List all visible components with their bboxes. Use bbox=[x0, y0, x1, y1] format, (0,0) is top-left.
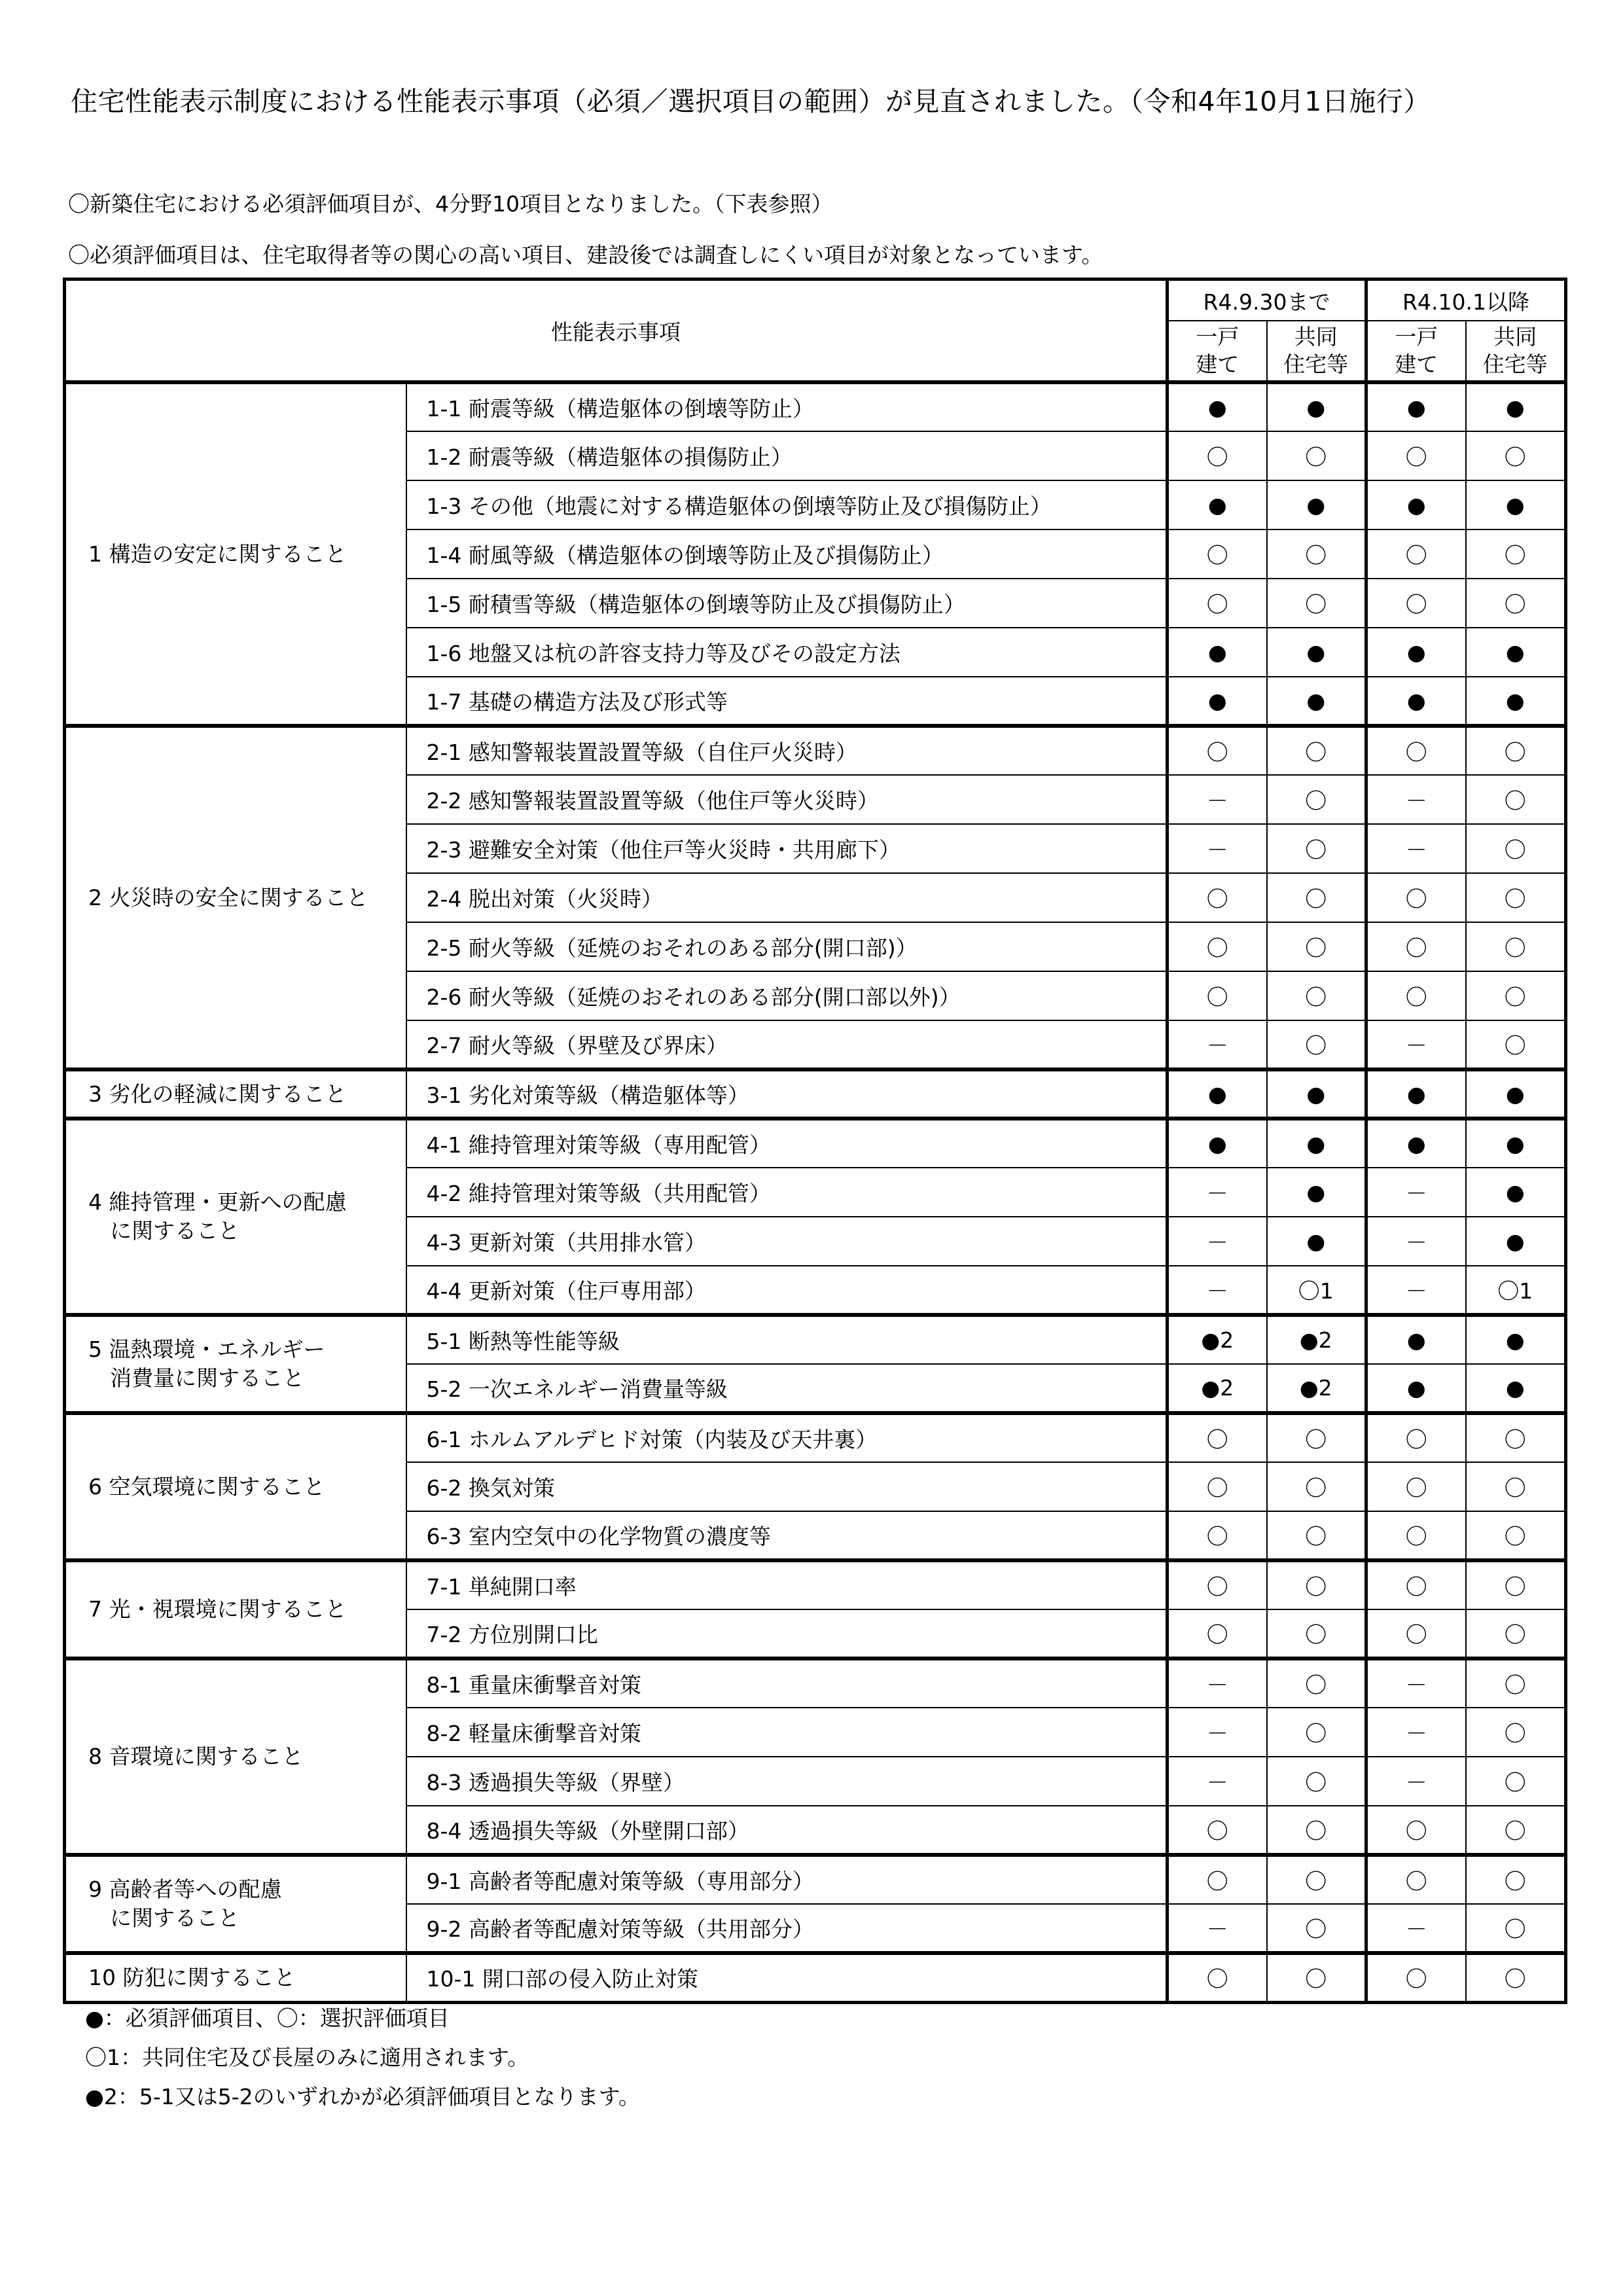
mark-cell: － bbox=[1168, 775, 1267, 824]
mark-cell: 〇 bbox=[1267, 873, 1366, 922]
mark-cell: ● bbox=[1366, 1119, 1466, 1168]
mark-cell: ● bbox=[1366, 628, 1466, 677]
mark-cell: ● bbox=[1366, 480, 1466, 529]
mark-cell: ● bbox=[1267, 677, 1366, 726]
item-label: 1-4 耐風等級（構造躯体の倒壊等防止及び損傷防止） bbox=[406, 529, 1168, 579]
mark-cell: ● bbox=[1267, 1069, 1366, 1119]
mark-cell: ● bbox=[1466, 480, 1566, 529]
mark-cell: － bbox=[1168, 1757, 1267, 1806]
table-row bbox=[65, 1069, 1566, 1119]
mark-cell: ● bbox=[1366, 1364, 1466, 1413]
mark-cell: 〇 bbox=[1267, 1609, 1366, 1659]
mark-cell: 〇 bbox=[1466, 824, 1566, 873]
category-label: 9 高齢者等への配慮 bbox=[88, 1876, 282, 1902]
mark-cell: 〇 bbox=[1168, 1560, 1267, 1609]
mark-cell: 〇 bbox=[1466, 1020, 1566, 1069]
mark-cell: ● bbox=[1466, 677, 1566, 726]
mark-cell: ● bbox=[1366, 1069, 1466, 1119]
mark-cell: － bbox=[1366, 1020, 1466, 1069]
mark-cell: ● bbox=[1267, 628, 1366, 677]
note-line: 〇新築住宅における必須評価項目が、4分野10項目となりました。（下表参照） bbox=[68, 191, 833, 217]
table-row bbox=[65, 1119, 1566, 1168]
item-label: 8-1 重量床衝撃音対策 bbox=[406, 1659, 1168, 1708]
item-label: 3-1 劣化対策等級（構造躯体等） bbox=[406, 1069, 1168, 1119]
mark-cell: 〇 bbox=[1466, 1609, 1566, 1659]
item-label: 1-2 耐震等級（構造躯体の損傷防止） bbox=[406, 431, 1168, 480]
mark-cell: － bbox=[1366, 775, 1466, 824]
item-label: 5-2 一次エネルギー消費量等級 bbox=[406, 1364, 1168, 1413]
table-row bbox=[65, 1315, 1566, 1364]
item-label: 1-1 耐震等級（構造躯体の倒壊等防止） bbox=[406, 382, 1168, 431]
mark-cell: 〇 bbox=[1267, 1511, 1366, 1560]
legend-line: ●：必須評価項目、〇：選択評価項目 bbox=[85, 2005, 450, 2031]
header-detached-line2: 建て bbox=[1395, 351, 1438, 377]
item-label: 2-6 耐火等級（延焼のおそれのある部分(開口部以外)） bbox=[406, 971, 1168, 1020]
mark-cell: 〇 bbox=[1366, 1855, 1466, 1904]
mark-cell: 〇 bbox=[1267, 1708, 1366, 1757]
mark-cell: ● bbox=[1168, 677, 1267, 726]
mark-cell: 〇 bbox=[1267, 775, 1366, 824]
mark-cell: 〇 bbox=[1168, 1855, 1267, 1904]
item-label: 2-4 脱出対策（火災時） bbox=[406, 873, 1168, 922]
table-row bbox=[65, 1855, 1566, 1904]
header-collective-line1: 共同 bbox=[1294, 324, 1338, 350]
mark-cell: 〇 bbox=[1466, 1659, 1566, 1708]
mark-cell: 〇 bbox=[1168, 922, 1267, 971]
mark-cell: 〇 bbox=[1168, 431, 1267, 480]
mark-cell: 〇 bbox=[1267, 922, 1366, 971]
item-label: 1-5 耐積雪等級（構造躯体の倒壊等防止及び損傷防止） bbox=[406, 579, 1168, 628]
mark-cell: 〇1 bbox=[1466, 1266, 1566, 1315]
category-label: 10 防犯に関すること bbox=[88, 1964, 296, 1990]
item-label: 4-3 更新対策（共用排水管） bbox=[406, 1217, 1168, 1266]
category-cell bbox=[65, 1953, 406, 2002]
mark-cell: 〇 bbox=[1466, 775, 1566, 824]
mark-cell: 〇 bbox=[1168, 579, 1267, 628]
table-body bbox=[65, 382, 1566, 2002]
item-label: 1-3 その他（地震に対する構造躯体の倒壊等防止及び損傷防止） bbox=[406, 480, 1168, 529]
mark-cell: 〇 bbox=[1366, 1953, 1466, 2002]
mark-cell: 〇 bbox=[1267, 1020, 1366, 1069]
mark-cell: 〇 bbox=[1168, 726, 1267, 775]
mark-cell: 〇 bbox=[1267, 431, 1366, 480]
mark-cell: ● bbox=[1267, 1168, 1366, 1217]
mark-cell: 〇 bbox=[1168, 1953, 1267, 2002]
mark-cell: 〇 bbox=[1366, 529, 1466, 579]
mark-cell: ● bbox=[1366, 677, 1466, 726]
category-cell bbox=[65, 1315, 406, 1413]
mark-cell: － bbox=[1366, 1217, 1466, 1266]
category-cell bbox=[65, 1659, 406, 1855]
category-cell bbox=[65, 726, 406, 1069]
mark-cell: 〇 bbox=[1267, 1757, 1366, 1806]
mark-cell: 〇 bbox=[1466, 529, 1566, 579]
mark-cell: 〇1 bbox=[1267, 1266, 1366, 1315]
item-label: 7-2 方位別開口比 bbox=[406, 1609, 1168, 1659]
mark-cell: － bbox=[1168, 1217, 1267, 1266]
header-detached bbox=[1168, 321, 1267, 382]
category-label: 2 火災時の安全に関すること bbox=[88, 884, 368, 910]
mark-cell: 〇 bbox=[1366, 1462, 1466, 1511]
mark-cell: － bbox=[1366, 1708, 1466, 1757]
mark-cell: ● bbox=[1267, 1119, 1366, 1168]
item-label: 10-1 開口部の侵入防止対策 bbox=[406, 1953, 1168, 2002]
category-label: 5 温熱環境・エネルギー bbox=[88, 1336, 325, 1362]
mark-cell: ●2 bbox=[1168, 1364, 1267, 1413]
mark-cell: － bbox=[1366, 1168, 1466, 1217]
mark-cell: 〇 bbox=[1366, 726, 1466, 775]
table-row bbox=[65, 1413, 1566, 1462]
mark-cell: － bbox=[1366, 1659, 1466, 1708]
item-label: 2-7 耐火等級（界壁及び界床） bbox=[406, 1020, 1168, 1069]
mark-cell: 〇 bbox=[1267, 1904, 1366, 1953]
header-collective-line1: 共同 bbox=[1493, 324, 1537, 350]
mark-cell: 〇 bbox=[1267, 1462, 1366, 1511]
mark-cell: － bbox=[1168, 1708, 1267, 1757]
mark-cell: － bbox=[1366, 1904, 1466, 1953]
mark-cell: ● bbox=[1366, 1315, 1466, 1364]
item-label: 9-2 高齢者等配慮対策等級（共用部分） bbox=[406, 1904, 1168, 1953]
mark-cell: 〇 bbox=[1466, 922, 1566, 971]
mark-cell: 〇 bbox=[1168, 1806, 1267, 1855]
mark-cell: 〇 bbox=[1366, 873, 1466, 922]
table-row bbox=[65, 1659, 1566, 1708]
mark-cell: 〇 bbox=[1366, 1511, 1466, 1560]
mark-cell: 〇 bbox=[1168, 1511, 1267, 1560]
mark-cell: 〇 bbox=[1168, 529, 1267, 579]
item-label: 1-6 地盤又は杭の許容支持力等及びその設定方法 bbox=[406, 628, 1168, 677]
category-cell bbox=[65, 1855, 406, 1953]
item-label: 2-1 感知警報装置設置等級（自住戸火災時） bbox=[406, 726, 1168, 775]
mark-cell: ● bbox=[1466, 1364, 1566, 1413]
category-label: に関すること bbox=[88, 1905, 240, 1931]
mark-cell: 〇 bbox=[1366, 1609, 1466, 1659]
category-cell bbox=[65, 1413, 406, 1560]
table-row bbox=[65, 1953, 1566, 2002]
mark-cell: 〇 bbox=[1267, 726, 1366, 775]
mark-cell: ●2 bbox=[1267, 1364, 1366, 1413]
mark-cell: 〇 bbox=[1168, 873, 1267, 922]
mark-cell: 〇 bbox=[1267, 1953, 1366, 2002]
header-performance-items: 性能表示事項 bbox=[65, 279, 1168, 383]
item-label: 2-3 避難安全対策（他住戸等火災時・共用廊下） bbox=[406, 824, 1168, 873]
mark-cell: 〇 bbox=[1466, 873, 1566, 922]
performance-table bbox=[63, 278, 1567, 2004]
mark-cell: － bbox=[1366, 1266, 1466, 1315]
mark-cell: 〇 bbox=[1466, 1708, 1566, 1757]
mark-cell: ● bbox=[1366, 382, 1466, 431]
mark-cell: 〇 bbox=[1466, 431, 1566, 480]
mark-cell: － bbox=[1168, 824, 1267, 873]
mark-cell: 〇 bbox=[1366, 579, 1466, 628]
mark-cell: ● bbox=[1168, 1069, 1267, 1119]
mark-cell: 〇 bbox=[1168, 1609, 1267, 1659]
mark-cell: 〇 bbox=[1466, 971, 1566, 1020]
item-label: 6-1 ホルムアルデヒド対策（内装及び天井裏） bbox=[406, 1413, 1168, 1462]
mark-cell: 〇 bbox=[1267, 1855, 1366, 1904]
category-cell bbox=[65, 1119, 406, 1315]
mark-cell: 〇 bbox=[1366, 1560, 1466, 1609]
mark-cell: － bbox=[1168, 1659, 1267, 1708]
mark-cell: ● bbox=[1466, 1217, 1566, 1266]
mark-cell: 〇 bbox=[1466, 1904, 1566, 1953]
mark-cell: ● bbox=[1267, 382, 1366, 431]
category-label: 4 維持管理・更新への配慮 bbox=[88, 1189, 347, 1215]
mark-cell: 〇 bbox=[1267, 824, 1366, 873]
header-collective-line2: 住宅等 bbox=[1482, 351, 1548, 377]
mark-cell: ● bbox=[1267, 480, 1366, 529]
mark-cell: － bbox=[1366, 824, 1466, 873]
item-label: 6-2 換気対策 bbox=[406, 1462, 1168, 1511]
mark-cell: ● bbox=[1168, 480, 1267, 529]
legend-line: ●2：5-1又は5-2のいずれかが必須評価項目となります。 bbox=[85, 2084, 640, 2109]
header-collective bbox=[1267, 321, 1366, 382]
category-label: 8 音環境に関すること bbox=[88, 1744, 304, 1769]
item-label: 8-4 透過損失等級（外壁開口部） bbox=[406, 1806, 1168, 1855]
header-detached-line1: 一戸 bbox=[1196, 324, 1240, 350]
category-label: 3 劣化の軽減に関すること bbox=[88, 1081, 347, 1107]
mark-cell: ● bbox=[1466, 628, 1566, 677]
mark-cell: 〇 bbox=[1168, 1413, 1267, 1462]
mark-cell: 〇 bbox=[1466, 579, 1566, 628]
mark-cell: ●2 bbox=[1267, 1315, 1366, 1364]
mark-cell: 〇 bbox=[1466, 726, 1566, 775]
header-collective bbox=[1466, 321, 1566, 382]
mark-cell: ● bbox=[1168, 382, 1267, 431]
mark-cell: ● bbox=[1466, 1119, 1566, 1168]
item-label: 7-1 単純開口率 bbox=[406, 1560, 1168, 1609]
mark-cell: － bbox=[1168, 1020, 1267, 1069]
category-label: 1 構造の安定に関すること bbox=[88, 541, 347, 567]
item-label: 9-1 高齢者等配慮対策等級（専用部分） bbox=[406, 1855, 1168, 1904]
item-label: 2-5 耐火等級（延焼のおそれのある部分(開口部)） bbox=[406, 922, 1168, 971]
mark-cell: 〇 bbox=[1267, 1806, 1366, 1855]
table-row bbox=[65, 726, 1566, 775]
mark-cell: 〇 bbox=[1366, 1413, 1466, 1462]
mark-cell: ● bbox=[1466, 382, 1566, 431]
mark-cell: － bbox=[1168, 1168, 1267, 1217]
header-detached-line1: 一戸 bbox=[1395, 324, 1438, 350]
table-row bbox=[65, 1560, 1566, 1609]
mark-cell: ● bbox=[1466, 1315, 1566, 1364]
mark-cell: 〇 bbox=[1466, 1413, 1566, 1462]
item-label: 4-1 維持管理対策等級（専用配管） bbox=[406, 1119, 1168, 1168]
mark-cell: － bbox=[1168, 1266, 1267, 1315]
mark-cell: ● bbox=[1466, 1168, 1566, 1217]
mark-cell: ● bbox=[1466, 1069, 1566, 1119]
mark-cell: 〇 bbox=[1267, 1659, 1366, 1708]
header-collective-line2: 住宅等 bbox=[1283, 351, 1349, 377]
mark-cell: 〇 bbox=[1267, 1413, 1366, 1462]
header-period-before: R4.9.30まで bbox=[1168, 279, 1366, 321]
page-title: 住宅性能表示制度における性能表示事項（必須／選択項目の範囲）が見直されました。（令和4年10月1日施行） bbox=[71, 86, 1431, 117]
mark-cell: 〇 bbox=[1267, 971, 1366, 1020]
mark-cell: 〇 bbox=[1168, 1462, 1267, 1511]
mark-cell: 〇 bbox=[1267, 1560, 1366, 1609]
category-cell bbox=[65, 1069, 406, 1119]
mark-cell: － bbox=[1168, 1904, 1267, 1953]
mark-cell: ● bbox=[1168, 1119, 1267, 1168]
item-label: 6-3 室内空気中の化学物質の濃度等 bbox=[406, 1511, 1168, 1560]
category-label: 7 光・視環境に関すること bbox=[88, 1596, 347, 1622]
mark-cell: 〇 bbox=[1366, 1806, 1466, 1855]
item-label: 8-2 軽量床衝撃音対策 bbox=[406, 1708, 1168, 1757]
mark-cell: 〇 bbox=[1466, 1511, 1566, 1560]
item-label: 4-4 更新対策（住戸専用部） bbox=[406, 1266, 1168, 1315]
item-label: 8-3 透過損失等級（界壁） bbox=[406, 1757, 1168, 1806]
mark-cell: ● bbox=[1267, 1217, 1366, 1266]
mark-cell: ● bbox=[1168, 628, 1267, 677]
category-cell bbox=[65, 1560, 406, 1659]
mark-cell: 〇 bbox=[1466, 1757, 1566, 1806]
item-label: 2-2 感知警報装置設置等級（他住戸等火災時） bbox=[406, 775, 1168, 824]
category-label: 6 空気環境に関すること bbox=[88, 1473, 325, 1499]
category-label: 消費量に関すること bbox=[88, 1365, 304, 1391]
mark-cell: 〇 bbox=[1366, 971, 1466, 1020]
mark-cell: － bbox=[1366, 1757, 1466, 1806]
mark-cell: 〇 bbox=[1466, 1560, 1566, 1609]
mark-cell: 〇 bbox=[1466, 1462, 1566, 1511]
table-row bbox=[65, 382, 1566, 431]
mark-cell: 〇 bbox=[1267, 579, 1366, 628]
note-line: 〇必須評価項目は、住宅取得者等の関心の高い項目、建設後では調査しにくい項目が対象となっています。 bbox=[68, 242, 1103, 268]
mark-cell: 〇 bbox=[1466, 1806, 1566, 1855]
mark-cell: 〇 bbox=[1267, 529, 1366, 579]
mark-cell: 〇 bbox=[1366, 431, 1466, 480]
header-period-after: R4.10.1以降 bbox=[1366, 279, 1566, 321]
legend-line: 〇1：共同住宅及び長屋のみに適用されます。 bbox=[85, 2045, 529, 2070]
item-label: 4-2 維持管理対策等級（共用配管） bbox=[406, 1168, 1168, 1217]
category-cell bbox=[65, 382, 406, 726]
mark-cell: 〇 bbox=[1366, 922, 1466, 971]
item-label: 1-7 基礎の構造方法及び形式等 bbox=[406, 677, 1168, 726]
mark-cell: 〇 bbox=[1168, 971, 1267, 1020]
mark-cell: ●2 bbox=[1168, 1315, 1267, 1364]
mark-cell: 〇 bbox=[1466, 1855, 1566, 1904]
category-label: に関すること bbox=[88, 1218, 240, 1244]
item-label: 5-1 断熱等性能等級 bbox=[406, 1315, 1168, 1364]
header-detached-line2: 建て bbox=[1196, 351, 1240, 377]
mark-cell: 〇 bbox=[1466, 1953, 1566, 2002]
header-detached bbox=[1366, 321, 1466, 382]
